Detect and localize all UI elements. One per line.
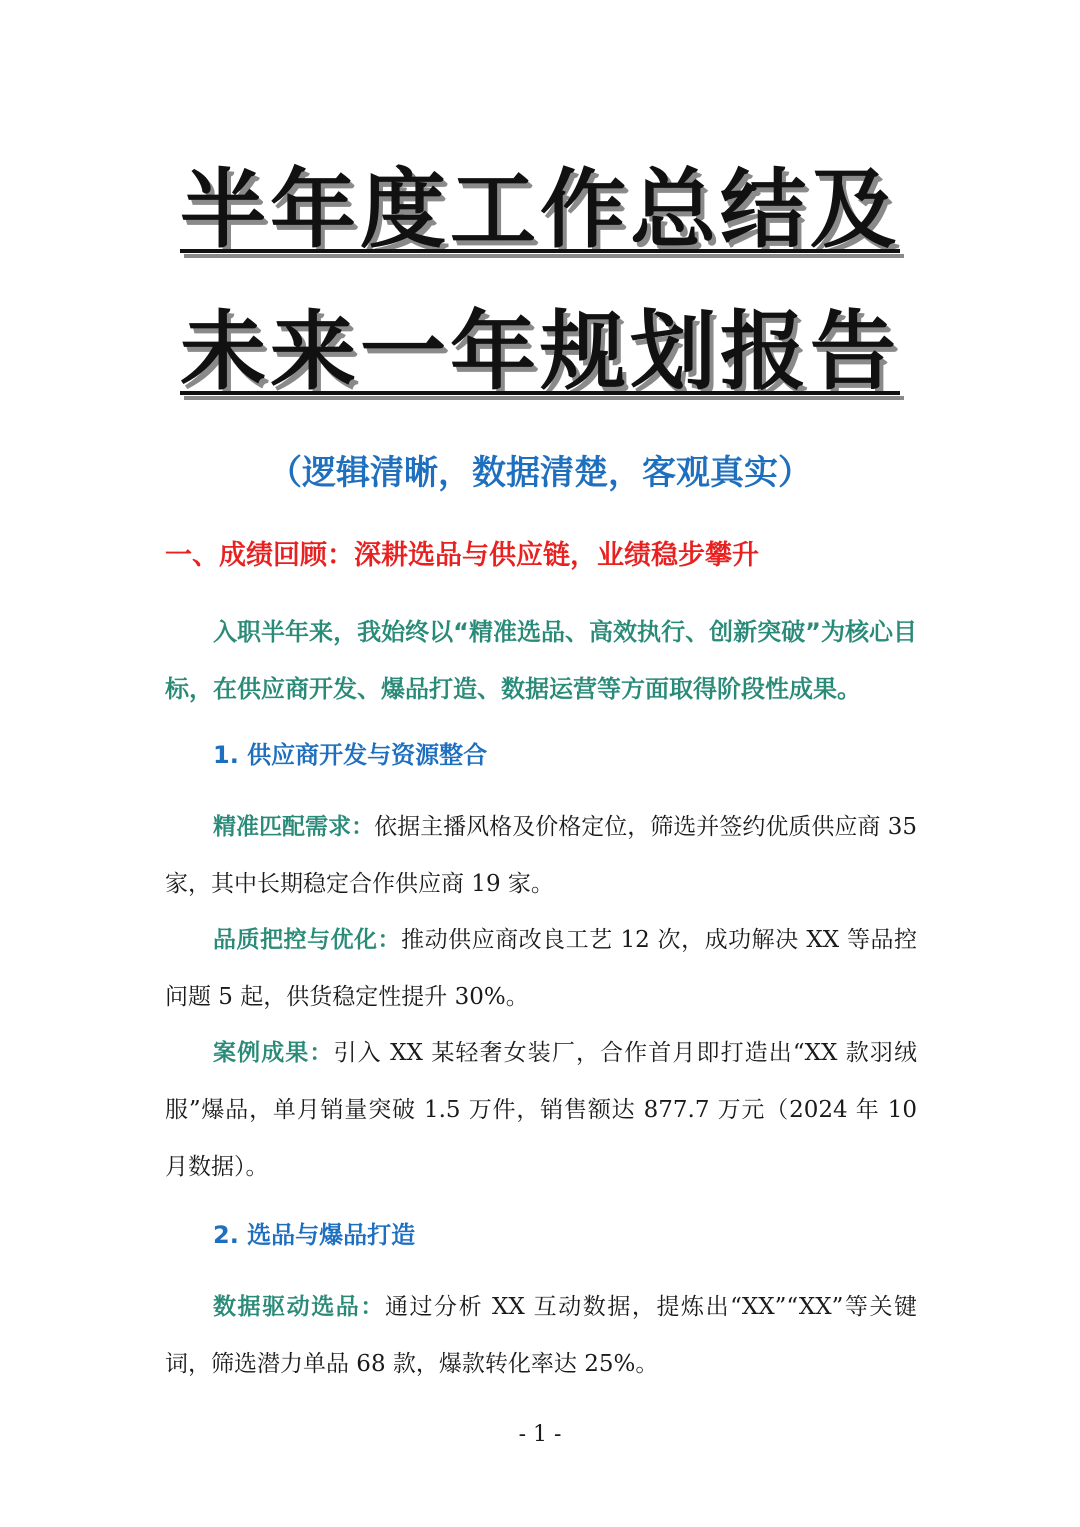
- subheading-product-selection: 2. 选品与爆品打造: [213, 1221, 416, 1249]
- document-subtitle: （逻辑清晰，数据清楚，客观真实）: [268, 453, 812, 493]
- section-intro-paragraph: 入职半年来，我始终以“精准选品、高效执行、创新突破”为核心目标，在供应商开发、爆品打造、数据运营等方面取得阶段性成果。: [165, 618, 917, 703]
- paragraph-label: 精准匹配需求：: [213, 814, 375, 840]
- paragraph-case-result: [165, 1025, 917, 1196]
- paragraph-label: 案例成果：: [213, 1040, 334, 1066]
- paragraph-label: 数据驱动选品：: [213, 1294, 385, 1320]
- paragraph-data-driven-selection: [165, 1279, 917, 1393]
- paragraph-label: 品质把控与优化：: [213, 927, 402, 953]
- page-number: - 1 -: [518, 1422, 562, 1447]
- paragraph-demand-matching: [165, 799, 917, 913]
- paragraph-text: 通过分析 XX 互动数据，提炼出“XX”“XX”等关键词，筛选潜力单品 68 款，爆款转化率达 25%。: [165, 1294, 918, 1377]
- subheading-supplier-development: 1. 供应商开发与资源整合: [213, 741, 488, 769]
- paragraph-text: 引入 XX 某轻奢女装厂，合作首月即打造出“XX 款羽绒服”爆品，单月销量突破 1.5 万件，销售额达 877.7 万元（2024 年 10 月数据）。: [165, 1040, 918, 1180]
- section-heading-achievements: 一、成绩回顾：深耕选品与供应链，业绩稳步攀升: [165, 540, 759, 571]
- paragraph-text: 推动供应商改良工艺 12 次，成功解决 XX 等品控问题 5 起，供货稳定性提升 30%。: [165, 927, 918, 1010]
- document-title-line-2: 未来一年规划报告: [180, 302, 900, 402]
- paragraph-text: 依据主播风格及价格定位，筛选并签约优质供应商 35 家，其中长期稳定合作供应商 19 家。: [165, 814, 918, 897]
- paragraph-quality-control: [165, 912, 917, 1026]
- document-title-line-1: 半年度工作总结及: [180, 160, 900, 260]
